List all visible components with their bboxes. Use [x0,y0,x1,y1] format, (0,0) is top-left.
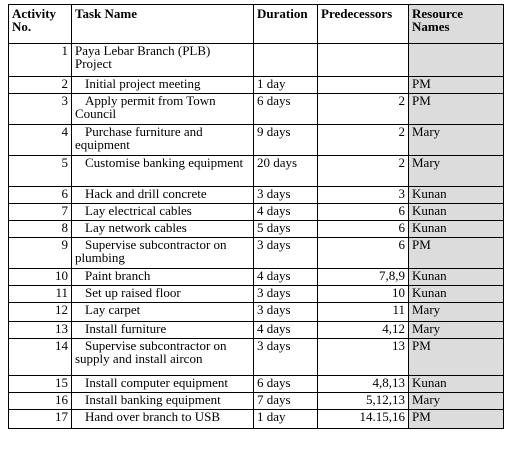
activity-no-cell [9,410,72,429]
activity-no-cell [9,393,72,410]
duration-text: 3 days [257,186,291,201]
table-row [9,125,504,156]
header-duration: Duration [254,5,318,44]
predecessors-cell [318,44,409,77]
task-name-cell [72,204,254,221]
task-name-cell [72,393,254,410]
activity-no-cell [9,125,72,156]
duration-text: 3 days [257,285,291,300]
activity-no-cell [9,322,72,339]
activity-no-text: 6 [61,186,68,201]
activity-no-text: 14 [55,338,68,353]
predecessors-cell [318,77,409,94]
table-row [9,187,504,204]
predecessors-text: 10 [392,285,405,300]
table-row [9,339,504,376]
table-row [9,303,504,322]
resource-names-cell [409,221,504,238]
activity-no-cell [9,44,72,77]
resource-names-cell [409,94,504,125]
duration-text: 1 day [257,76,286,91]
duration-cell [254,339,318,376]
task-name-text: Paya Lebar Branch (PLB) Project [75,43,211,71]
task-name-text: Purchase furniture and equipment [75,124,203,152]
task-name-text: Hand over branch to USB [85,409,221,424]
task-name-cell [72,77,254,94]
activity-no-text: 4 [61,124,68,139]
resource-names-text: PM [412,409,431,424]
duration-text: 4 days [257,321,291,336]
predecessors-text: 6 [398,220,405,235]
task-name-text: Supervise subcontractor on plumbing [75,237,227,265]
duration-cell [254,286,318,303]
predecessors-cell [318,322,409,339]
duration-cell [254,393,318,410]
task-name-cell [72,286,254,303]
resource-names-cell [409,187,504,204]
predecessors-text: 11 [392,302,405,317]
resource-names-text: Kunan [412,285,447,300]
activity-no-text: 7 [61,203,68,218]
resource-names-cell [409,286,504,303]
task-name-text: Install banking equipment [85,392,221,407]
task-name-cell [72,303,254,322]
resource-names-cell [409,303,504,322]
activity-no-cell [9,187,72,204]
table-row [9,238,504,269]
activity-no-cell [9,204,72,221]
resource-names-cell [409,204,504,221]
activity-no-text: 13 [55,321,68,336]
duration-cell [254,221,318,238]
activity-no-text: 9 [61,237,68,252]
duration-cell [254,125,318,156]
duration-cell [254,77,318,94]
duration-text: 4 days [257,268,291,283]
predecessors-text: 6 [398,203,405,218]
predecessors-text: 2 [398,155,405,170]
schedule-table-container [8,4,504,429]
resource-names-cell [409,238,504,269]
predecessors-cell [318,94,409,125]
table-row [9,286,504,303]
table-row [9,156,504,187]
activity-no-text: 2 [61,76,68,91]
task-name-cell [72,238,254,269]
activity-no-cell [9,376,72,393]
predecessors-text: 13 [392,338,405,353]
predecessors-cell [318,286,409,303]
task-name-text: Set up raised floor [85,285,181,300]
task-name-text: Lay network cables [85,220,187,235]
resource-names-text: Kunan [412,268,447,283]
activity-no-cell [9,94,72,125]
duration-cell [254,94,318,125]
resource-names-cell [409,77,504,94]
duration-text: 6 days [257,93,291,108]
project-schedule-table [8,4,504,429]
predecessors-text: 14.15,16 [359,409,405,424]
predecessors-cell [318,410,409,429]
predecessors-cell [318,269,409,286]
resource-names-cell [409,125,504,156]
resource-names-cell [409,393,504,410]
predecessors-text: 2 [398,124,405,139]
resource-names-cell [409,339,504,376]
task-name-text: Apply permit from Town Council [75,93,216,121]
resource-names-text: Kunan [412,375,447,390]
activity-no-text: 11 [55,285,68,300]
duration-cell [254,156,318,187]
task-name-cell [72,376,254,393]
resource-names-text: PM [412,76,431,91]
duration-text: 3 days [257,338,291,353]
resource-names-text: Mary [412,155,441,170]
resource-names-cell [409,44,504,77]
resource-names-cell [409,269,504,286]
duration-cell [254,376,318,393]
activity-no-cell [9,339,72,376]
table-row [9,393,504,410]
predecessors-text: 7,8,9 [379,268,405,283]
task-name-cell [72,187,254,204]
resource-names-cell [409,156,504,187]
header-predecessors: Predecessors [318,5,409,44]
activity-no-text: 17 [55,409,68,424]
duration-text: 9 days [257,124,291,139]
activity-no-text: 8 [61,220,68,235]
task-name-text: Lay electrical cables [85,203,192,218]
task-name-cell [72,339,254,376]
duration-text: 7 days [257,392,291,407]
table-row [9,204,504,221]
table-row [9,269,504,286]
task-name-text: Paint branch [85,268,151,283]
activity-no-text: 3 [61,93,68,108]
table-row [9,77,504,94]
schedule-body [9,44,504,429]
predecessors-cell [318,125,409,156]
duration-cell [254,269,318,286]
resource-names-text: Kunan [412,203,447,218]
predecessors-text: 3 [398,186,405,201]
resource-names-text: Mary [412,302,441,317]
predecessors-cell [318,221,409,238]
task-name-cell [72,410,254,429]
predecessors-text: 5,12,13 [366,392,405,407]
activity-no-text: 16 [55,392,68,407]
predecessors-cell [318,339,409,376]
duration-text: 20 days [257,155,298,170]
activity-no-cell [9,286,72,303]
duration-text: 1 day [257,409,286,424]
predecessors-text: 4,12 [382,321,405,336]
task-name-text: Hack and drill concrete [85,186,207,201]
predecessors-text: 6 [398,237,405,252]
activity-no-cell [9,238,72,269]
task-name-text: Initial project meeting [85,76,201,91]
task-name-cell [72,156,254,187]
predecessors-cell [318,376,409,393]
resource-names-text: Mary [412,392,441,407]
predecessors-cell [318,204,409,221]
resource-names-cell [409,410,504,429]
resource-names-text: PM [412,237,431,252]
task-name-cell [72,221,254,238]
resource-names-text: Mary [412,124,441,139]
table-row [9,410,504,429]
duration-cell [254,238,318,269]
table-row [9,94,504,125]
table-row [9,376,504,393]
resource-names-text: PM [412,338,431,353]
predecessors-cell [318,238,409,269]
activity-no-cell [9,156,72,187]
duration-cell [254,322,318,339]
table-row [9,44,504,77]
predecessors-cell [318,303,409,322]
duration-text: 3 days [257,302,291,317]
duration-cell [254,44,318,77]
duration-cell [254,410,318,429]
duration-cell [254,187,318,204]
predecessors-cell [318,156,409,187]
predecessors-text: 4,8,13 [372,375,405,390]
resource-names-text: Kunan [412,186,447,201]
duration-text: 3 days [257,237,291,252]
header-row [9,5,504,44]
predecessors-text: 2 [398,93,405,108]
task-name-text: Lay carpet [85,302,141,317]
resource-names-text: Mary [412,321,441,336]
resource-names-text: Kunan [412,220,447,235]
header-activity-no: Activity No. [9,5,72,44]
task-name-cell [72,125,254,156]
task-name-cell [72,322,254,339]
task-name-text: Customise banking equipment [85,155,244,170]
activity-no-cell [9,77,72,94]
task-name-text: Supervise subcontractor on supply and install aircon [75,338,227,366]
task-name-cell [72,269,254,286]
task-name-cell [72,44,254,77]
duration-cell [254,303,318,322]
task-name-cell [72,94,254,125]
predecessors-cell [318,187,409,204]
activity-no-text: 10 [55,268,68,283]
task-name-text: Install computer equipment [85,375,228,390]
duration-text: 4 days [257,203,291,218]
activity-no-text: 1 [61,43,68,58]
table-row [9,322,504,339]
activity-no-cell [9,303,72,322]
duration-text: 5 days [257,220,291,235]
duration-text: 6 days [257,375,291,390]
predecessors-cell [318,393,409,410]
activity-no-text: 15 [55,375,68,390]
activity-no-text: 5 [61,155,68,170]
header-resource-names: Resource Names [409,5,504,44]
resource-names-cell [409,322,504,339]
table-row [9,221,504,238]
activity-no-text: 12 [55,302,68,317]
resource-names-cell [409,376,504,393]
task-name-text: Install furniture [85,321,167,336]
activity-no-cell [9,221,72,238]
activity-no-cell [9,269,72,286]
resource-names-text: PM [412,93,431,108]
header-task-name: Task Name [72,5,254,44]
duration-cell [254,204,318,221]
